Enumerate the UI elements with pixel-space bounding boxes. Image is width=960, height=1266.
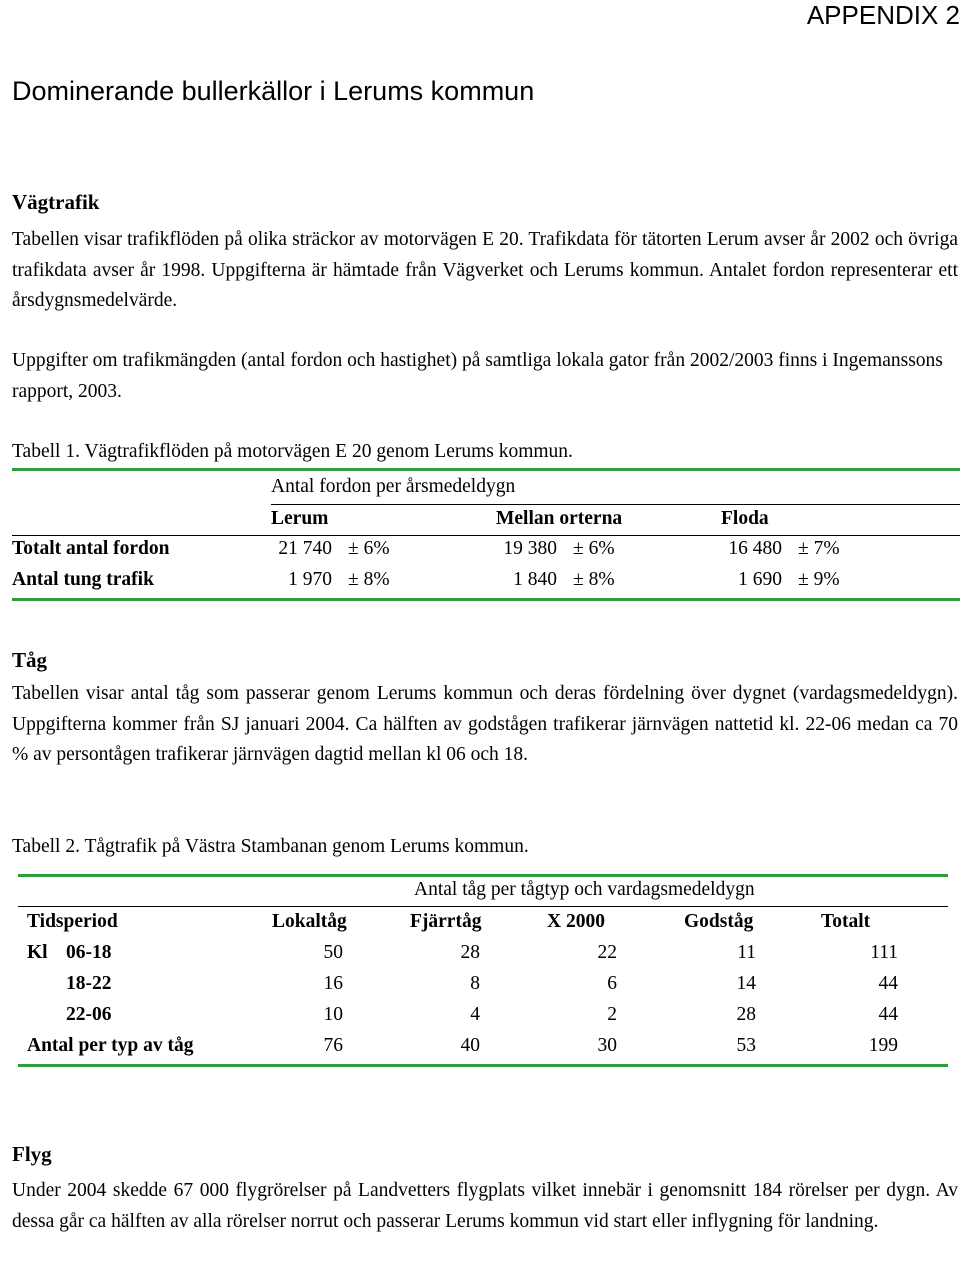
table-2-cell: 111 xyxy=(870,942,898,963)
tag-paragraph: Tabellen visar antal tåg som passerar genom Lerums kommun och deras fördelning över dygnet (vardagsmedeldygn). Uppgifterna kommer från SJ januari 2004. Ca hälften av godstågen trafikerar järnvägen nattetid kl. 22-06 medan ca 70 % av persontågen trafikerar järnvägen dagtid mellan kl 06 och 18. xyxy=(12,683,958,765)
table-2-row-label: 18-22 xyxy=(66,973,112,994)
table-1-top-rule xyxy=(12,468,960,471)
table-1-cell-value: 16 480 xyxy=(728,538,782,559)
table-2-col-totalt: Totalt xyxy=(821,911,871,932)
table-2-row-prefix: Kl xyxy=(27,942,48,963)
table-2-cell: 30 xyxy=(597,1035,617,1056)
table-1-cell-value: 1 690 xyxy=(738,569,782,590)
table-2-cell: 199 xyxy=(868,1035,898,1056)
table-1-group-rule xyxy=(271,504,960,505)
table-1-bottom-rule xyxy=(12,598,960,601)
table-2-cell: 16 xyxy=(323,973,343,994)
table-1-header-rule xyxy=(12,535,960,536)
table-1-col-floda: Floda xyxy=(721,508,769,529)
section-heading-flyg: Flyg xyxy=(12,1142,52,1166)
table-2-cell: 44 xyxy=(878,973,898,994)
vagtrafik-paragraph-1: Tabellen visar trafikflöden på olika sträckor av motorvägen E 20. Trafikdata för tätorten Lerum avser år 2002 och övriga trafikdata avser år 1998. Uppgifterna är hämtade från Vägverket och Lerums kommun. Antalet fordon representerar ett årsdygnsmedelvärde. xyxy=(12,229,958,311)
table-2-row-label: 22-06 xyxy=(66,1004,112,1025)
appendix-label: APPENDIX 2 xyxy=(806,0,960,30)
page-title: Dominerande bullerkällor i Lerums kommun xyxy=(12,76,535,106)
table-1-cell-margin: ± 6% xyxy=(348,538,390,559)
vagtrafik-paragraph-2: Uppgifter om trafikmängden (antal fordon och hastighet) på samtliga lokala gator från 2002/2003 finns i Ingemanssons rapport, 2003. xyxy=(12,350,943,402)
table-2-row-label: 06-18 xyxy=(66,942,112,963)
section-heading-vagtrafik: Vägtrafik xyxy=(12,190,100,214)
table-1-cell-margin: ± 6% xyxy=(573,538,615,559)
table-2-col-godstag: Godståg xyxy=(684,911,754,932)
table-2-group-header: Antal tåg per tågtyp och vardagsmedeldygn xyxy=(414,879,755,900)
table-2-cell: 50 xyxy=(323,942,343,963)
table-2-group-rule xyxy=(18,906,948,907)
table-2-cell: 28 xyxy=(736,1004,756,1025)
table-2-col-fjarrtag: Fjärrtåg xyxy=(410,911,482,932)
table-2-cell: 8 xyxy=(470,973,480,994)
table-2-cell: 11 xyxy=(737,942,756,963)
table-2-cell: 28 xyxy=(460,942,480,963)
table-2-cell: 44 xyxy=(878,1004,898,1025)
table-2-cell: 76 xyxy=(323,1035,343,1056)
table-1-row-label: Totalt antal fordon xyxy=(12,538,170,559)
table-1-cell-value: 1 840 xyxy=(513,569,557,590)
table-1-row-label: Antal tung trafik xyxy=(12,569,154,590)
table-2-bottom-rule xyxy=(18,1064,948,1067)
table-1-caption: Tabell 1. Vägtrafikflöden på motorvägen E 20 genom Lerums kommun. xyxy=(12,441,573,462)
table-1-cell-margin: ± 8% xyxy=(573,569,615,590)
table-2-caption: Tabell 2. Tågtrafik på Västra Stambanan genom Lerums kommun. xyxy=(12,836,529,857)
table-1-cell-value: 21 740 xyxy=(278,538,332,559)
table-2-col-x2000: X 2000 xyxy=(547,911,605,932)
table-1-cell-value: 1 970 xyxy=(288,569,332,590)
table-1-col-mellan: Mellan orterna xyxy=(496,508,623,529)
table-1-cell-margin: ± 8% xyxy=(348,569,390,590)
table-2-top-rule xyxy=(18,874,948,877)
table-2-cell: 2 xyxy=(607,1004,617,1025)
table-2-col-lokaltag: Lokaltåg xyxy=(272,911,347,932)
table-2-row-label: Antal per typ av tåg xyxy=(27,1035,194,1056)
table-2-col-tidsperiod: Tidsperiod xyxy=(27,911,118,932)
table-2-cell: 14 xyxy=(736,973,756,994)
table-2-cell: 40 xyxy=(460,1035,480,1056)
section-heading-tag: Tåg xyxy=(12,648,48,672)
table-2-cell: 10 xyxy=(323,1004,343,1025)
table-1-group-header: Antal fordon per årsmedeldygn xyxy=(271,476,516,497)
table-1-col-lerum: Lerum xyxy=(271,508,329,529)
table-1-cell-value: 19 380 xyxy=(503,538,557,559)
table-1-cell-margin: ± 7% xyxy=(798,538,840,559)
table-2-cell: 4 xyxy=(470,1004,480,1025)
table-2-cell: 53 xyxy=(736,1035,756,1056)
flyg-paragraph: Under 2004 skedde 67 000 flygrörelser på Landvetters flygplats vilket innebär i genomsnitt 184 rörelser per dygn. Av dessa går ca hälften av alla rörelser norrut och passerar Lerums kommun vid start eller inflygning för landning. xyxy=(12,1180,958,1232)
table-2-cell: 22 xyxy=(597,942,617,963)
table-2-cell: 6 xyxy=(607,973,617,994)
table-1-cell-margin: ± 9% xyxy=(798,569,840,590)
